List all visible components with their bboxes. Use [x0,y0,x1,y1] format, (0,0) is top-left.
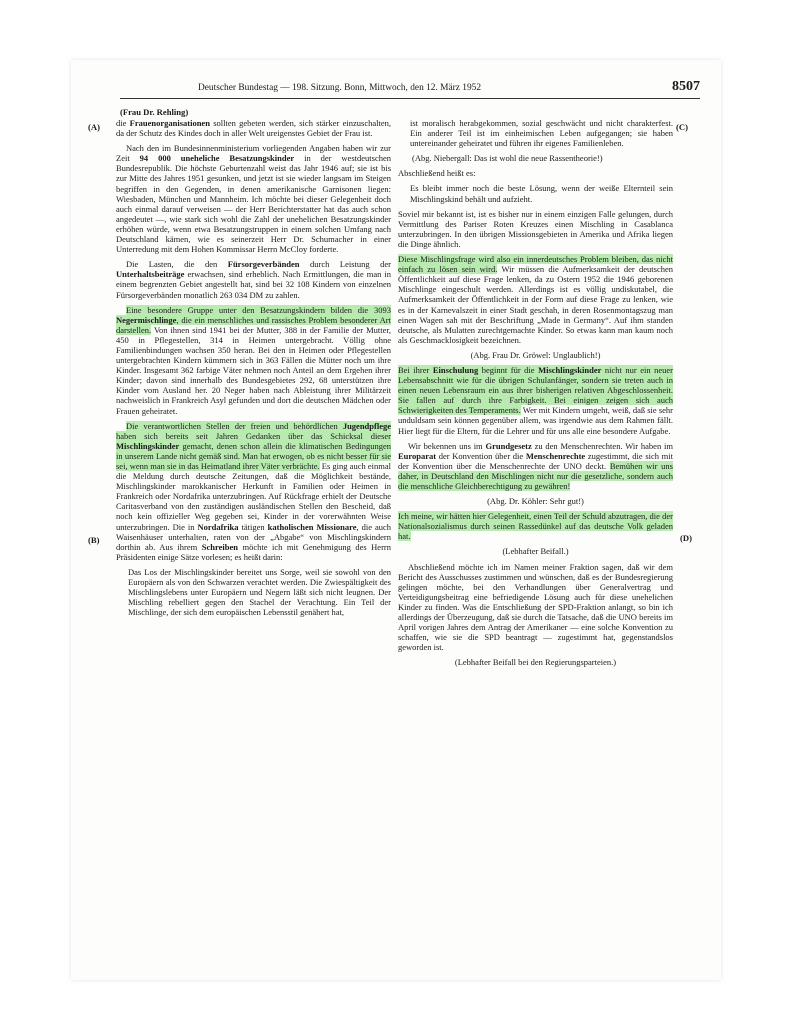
paragraph: Soviel mir bekannt ist, ist es bisher nur in einem einzigen Falle gelungen, durch Vermittlung des Pariser Roten Kreuzes einen Mischling in Casablanca unterzubringen. In den übrigen Missionsgebieten in Amerika und Afrika liegen die Dinge ähnlich. [398,208,673,249]
paragraph: Eine besondere Gruppe unter den Besatzungskindern bilden die 3093 Negermischlinge, die ein menschliches und rassisches Problem besonderer Art darstellen. Von ihnen sind 1941 bei der Mutter, 388 in der Familie der Mutter, 450 in Pflegestellen, 314 in Heimen untergebracht. Völlig ohne Familienbindungen wachsen 350 heran. Bei den in Heimen oder Pflegestellen untergebrachten Kindern kümmern sich in 363 Fällen die Mütter noch um ihre Kinder. Insgesamt 362 farbige Väter nehmen noch Anteil an dem Ergehen ihrer Kinder; davon sind innerhalb des Bundesgebietes 292, 68 unterstützen ihre Kinder vom Ausland her. 20 Neger haben nach Ableistung ihrer Militärzeit nachweislich in Frankreich Asyl gefunden und dort die deutschen Mädchen oder Frauen geheiratet. [116,304,391,416]
margin-mark-b: (B) [88,535,100,545]
highlight: Ich meine, wir hätten hier Gelegenheit, einen Teil der Schuld abzutragen, die der Nationalsozialismus durch seinen Rassedünkel auf das deutsche Volk geladen hat. [398,511,673,542]
highlight: Bemühen wir uns daher, in Deutschland den Mischlingen nicht nur die gesetzliche, sondern auch die menschliche Gleichberechtigung zu gewähren! [398,460,673,491]
highlight: Die verantwortlichen Stellen der freien und behördlichen Jugendpflege haben sich bereits seit Jahren Gedanken über das Schicksal dieser Mischlingskinder gemacht, denen schon allein die klimatischen Bedingungen in unserem Lande nicht gemäß sind. Man hat erwogen, ob es nicht besser für sie sei, wenn man sie in das Heimatland ihrer Väter verbrächte. [116,420,391,471]
paragraph: Diese Mischlingsfrage wird also ein innerdeutsches Problem bleiben, das nicht einfach zu lösen sein wird. Wir müssen die Aufmerksamkeit der deutschen Öffentlichkeit auf diese Frage lenken, da zu Ostern 1952 die 1946 geborenen Mischlinge eingeschult werden. Allerdings ist es völlig undiskutabel, die Aufmerksamkeit der Öffentlichkeit in der Form auf diese Frage zu lenken, wie es in der Karnevalszeit in einer Stadt geschah, in deren Rosenmontagszug man einen Wagen sah mit der Beschriftung „Made in Germany“. Auf ihm standen deutsche, als Mulatten zurechtgemachte Kinder. So etwas kann man kaum noch als Geschmacklosigkeit bezeichnen. [398,254,673,345]
page-header [120,79,700,99]
paragraph [398,511,673,541]
paragraph: Die verantwortlichen Stellen der freien und behördlichen Jugendpflege haben sich bereits seit Jahren Gedanken über das Schicksal dieser Mischlingskinder gemacht, denen schon allein die klimatischen Bedingungen in unserem Lande nicht gemäß sind. Man hat erwogen, ob es nicht besser für sie sei, wenn man sie in das Heimatland ihrer Väter verbrächte. Es ging auch einmal die Meldung durch deutsche Zeitungen, daß die Möglichkeit bestände, Mischlingskinder marokkanischer Herkunft in Familien oder Heimen in Frankreich oder Nordafrika unterzubringen. Auf Rückfrage erhielt der Deutsche Caritasverband von den zuständigen ausländischen Stellen den Bescheid, daß noch kein offizieller Weg gegeben sei, Kinder in der vorerwähnten Weise unterzubringen. Die in Nordafrika tätigen katholischen Missionare, die auch Waisenhäuser unterhalten, raten von der „Abgabe“ von Mischlingskindern dorthin ab. Aus ihrem Schreiben möchte ich mit Genehmigung des Herrn Präsidenten einige Sätze vorlesen; es heißt darin: [116,420,392,562]
quotation: Es bleibt immer noch die beste Lösung, wenn der weiße Elternteil sein Mischlingskind behält und aufzieht. [410,183,673,204]
highlight: Diese Mischlingsfrage wird also ein innerdeutsches Problem bleiben, das nicht einfach zu lösen sein wird. [398,254,673,275]
speaker-label: (Frau Dr. Rehling) [120,107,189,117]
margin-mark-d: (D) [680,533,692,543]
paragraph: Wir bekennen uns im Grundgesetz zu den Menschenrechten. Wir haben im Europarat der Konvention über die Menschenrechte zugestimmt, die sich mit der Konvention über die Menschenrechte der UNO deckt. Bemühen wir uns daher, in Deutschland den Mischlingen nicht nur die gesetzliche, sondern auch die menschliche Gleichberechtigung zu gewähren! [398,440,673,491]
paragraph: Abschließend heißt es: [398,168,476,179]
right-column [398,118,673,673]
quotation: Das Los der Mischlingskinder bereitet uns Sorge, weil sie sowohl von den Europäern als von den Schwarzen verachtet werden. Die Zwiespältigkeit des Mischlingslebens unter Europäern und Negern läßt sich nicht leugnen. Der Mischling rebelliert gegen den Stachel der Verachtung. Ein Teil der Mischlinge, der sich dem europäischen Lebensstil genähert hat, [128,566,391,618]
applause-note: (Lebhafter Beifall bei den Regierungsparteien.) [454,657,617,668]
paragraph: die Frauenorganisationen sollten gebeten werden, sich stärker einzuschalten, da der Schutz des Kindes doch in aller Welt ureigenstes Gebiet der Frau ist. [116,118,391,139]
interjection: (Abg. Niebergall: Das ist wohl die neue Rassentheorie!) [412,153,603,164]
left-column [116,118,391,622]
page-number: 8507 [672,79,700,94]
highlight: Bei ihrer Einschulung beginnt für die Mischlingskinder nicht nur ein neuer Lebensabschnitt wie für die übrigen Schulanfänger, sondern sie treten auch in einen neuen Lebensraum ein aus ihrer bisherigen relativen Abgeschlossenheit. Sie fallen auf durch ihre Farbigkeit. Bei einigen zeigen sich auch Schwierigkeiten des Temperaments. [398,364,673,416]
highlight: Eine besondere Gruppe unter den Besatzungskindern bilden die 3093 Negermischlinge, die ein menschliches und rassisches Problem besonderer Art darstellen. [116,304,391,335]
margin-mark-a: (A) [88,122,100,132]
paragraph: Nach den im Bundesinnenministerium vorliegenden Angaben haben wir zur Zeit 94 000 uneheliche Besatzungskinder in der westdeutschen Bundesrepublik. Die höchste Geburtenzahl weist das Jahr 1946 auf; sie ist bis zur Mitte des Jahres 1951 gesunken, und jetzt ist sie wieder langsam im Steigen begriffen in den Gegenden, in denen amerikanische Garnisonen liegen: Wiesbaden, München und Mannheim. Ich möchte bei dieser Gelegenheit doch auch einmal darauf verweisen — der Herr Berichterstatter hat das auch schon angedeutet —, wie stark sich wohl die Zahl der unehelichen Besatzungskinder erhöhen würde, wenn etwa Besatzungstruppen in einem solchen Umfang nach Deutschland kämen, wie es seinerzeit Herr Dr. Schumacher in einer Unterredung mit dem Hohen Kommissar Herrn McCloy forderte. [116,143,391,255]
quotation: ist moralisch herabgekommen, sozial geschwächt und nicht charakterfest. Ein anderer Teil ist im einheimischen Leben aufgegangen; sie haben untereinander geheiratet und führen ihr eigenes Familienleben. [410,118,673,149]
paragraph: Bei ihrer Einschulung beginnt für die Mischlingskinder nicht nur ein neuer Lebensabschnitt wie für die übrigen Schulanfänger, sondern sie treten auch in einen neuen Lebensraum ein aus ihrer bisherigen relativen Abgeschlossenheit. Sie fallen auf durch ihre Farbigkeit. Bei einigen zeigen sich auch Schwierigkeiten des Temperaments. Wer mit Kindern umgeht, weiß, daß sie sehr unduldsam sein können gegenüber allem, was irgendwie aus dem Rahmen fällt. Hier liegt für die Eltern, für die Lehrer und für uns alle eine besondere Aufgabe. [398,364,673,436]
interjection: (Abg. Dr. Köhler: Sehr gut!) [487,496,584,507]
interjection: (Abg. Frau Dr. Gröwel: Unglaublich!) [470,349,601,360]
paragraph: Abschließend möchte ich im Namen meiner Fraktion sagen, daß wir dem Bericht des Ausschusses zustimmen und wünschen, daß es der Bundesregierung gelingen möchte, bei den Verhandlungen über Generalvertrag und Verteidigungsbeitrag eine befriedigende Lösung auch für diese unehelichen Kinder zu finden. Was die Entschließung der SPD-Fraktion anlangt, so bin ich allerdings der Überzeugung, daß sie durch die Tatsache, daß die UNO bereits im April vorigen Jahres dem Antrag der Amerikaner — eine solche Konvention zu schaffen, wie sie die SPD beantragt — zugestimmt hat, gegenstandslos geworden ist. [398,561,673,653]
running-title: Deutscher Bundestag — 198. Sitzung. Bonn, Mittwoch, den 12. März 1952 [198,83,482,93]
applause-note: (Lebhafter Beifall.) [502,546,569,557]
margin-mark-c: (C) [676,122,688,132]
paragraph: Die Lasten, die den Fürsorgeverbänden durch Leistung der Unterhaltsbeiträge erwachsen, sind erheblich. Nach Ermittlungen, die man in einem begrenzten Gebiet angestellt hat, sind bei 32 108 Kindern von einzelnen Fürsorgeverbänden monatlich 263 034 DM zu zahlen. [116,259,392,300]
